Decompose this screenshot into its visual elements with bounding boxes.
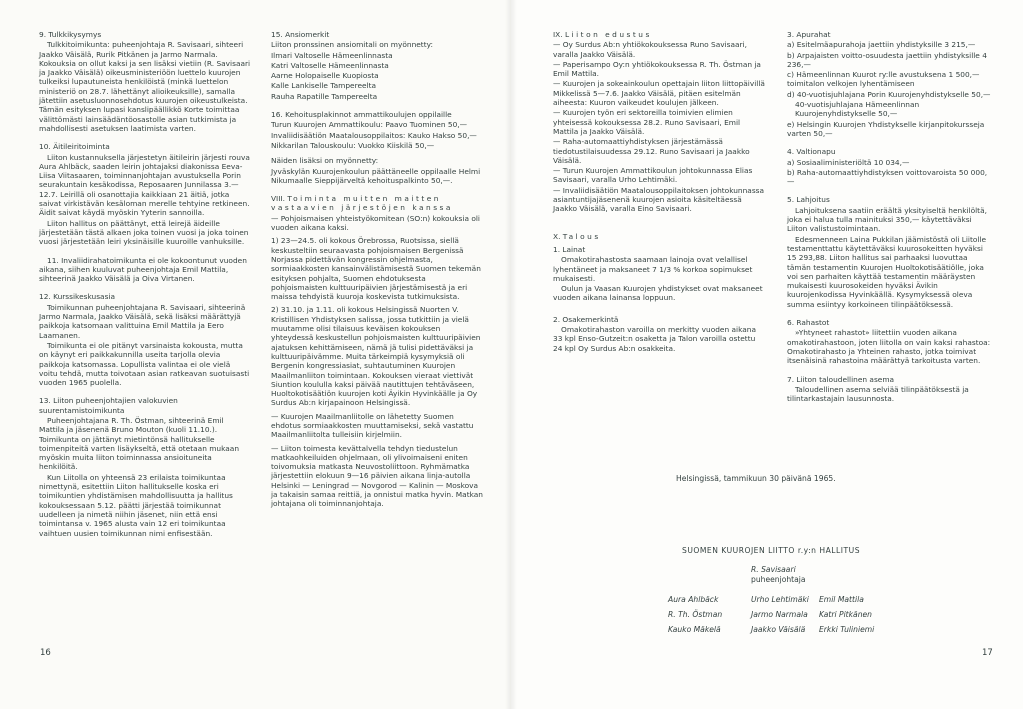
paragraph: Liiton hallitus on päättänyt, että leirejä äideille järjestetään tästä alkaen joka toinen vuosi ja joka toinen vuosi järjestetään leiri yksinäisille kuuroille vanhuksille. (39, 218, 249, 247)
section-10-mothers-camp (39, 142, 251, 246)
list-item: — Oy Surdus Ab:n yhtiökokouksessa Runo Savisaari, varalla Jaakko Väisälä. (553, 40, 747, 59)
section-13-photo-committee (39, 396, 251, 537)
section-x-finances (553, 232, 765, 353)
page-gutter (505, 0, 517, 709)
text-line: Rauha Rapatille Tampereelta (271, 91, 378, 101)
section-viii-international (271, 194, 483, 509)
paragraph: Omakotirahastosta saamaan lainoja ovat velallisel lyhentäneet ja maksaneet 7 1/3 % korkoa sopimukset mukaisesti. (553, 255, 753, 283)
signature-row (668, 625, 874, 640)
list-item: — Liiton toimesta kevättalvella tehdyn tiedustelun matkaohkeiluiden ohjelmaan, oli ylivoimaiseni eniten toivomuksia matkasta Neuvostoliittoon. Ryhmämatka järjestettiin elokuun 9—16 päivien aikana linja-autolla Helsinki — Leningrad — Novgorod — Kalinin — Moskova ja takaisin samaa reittiä, ja onnistui matka hyvin. Matkan johtajana oli toiminnanjohtaja. (271, 443, 483, 509)
paragraph: Omakotirahaston varoilla on merkitty vuoden aikana 33 kpl Enso-Gutzeit:n osaketta ja Talon varoilla ostettu 24 kpl Oy Surdus Ab:n osakkeita. (553, 325, 756, 353)
section-16-encouragement-awards (271, 110, 483, 185)
subsection-heading: 2. Osakemerkintä (553, 314, 619, 324)
paragraph: Toimikunnan puheenjohtajana R. Savisaari, sihteerinä Jarmo Narmala, Jaakko Väisälä, sekä lisäksi määrättyjä paikkoja katsomaan valittuina Emil Mattila ja Eero Laamanen. (39, 302, 246, 340)
section-heading: 10. Äitileiritoiminta (39, 142, 110, 152)
board-member-name: Katri Pitkänen (819, 610, 873, 619)
column-1 (39, 30, 251, 547)
section-title: Liiton edustus (564, 30, 652, 39)
board-member-name: Emil Mattila (819, 595, 864, 604)
section-4-state-aid (787, 147, 993, 186)
list-item: — Invaliidisäätiön Maatalousoppilaitoksen johtokunnassa asiantuntijajäsenenä kuurojen asioita käsiteltäessä Jaakko Väisälä, varalla Eino Savisaari. (553, 185, 765, 214)
board-member-name: Erkki Tuliniemi (819, 625, 875, 634)
board-member-name: Jarmo Narmala (751, 610, 808, 619)
section-heading: 7. Liiton taloudellinen asema (787, 374, 895, 384)
subsection-heading: 1. Lainat (553, 244, 586, 254)
paragraph: Edesmenneen Laina Pukkilan jäämistöstä oli Liitolle testamenttattu käytettäväksi kuurosokeitten hyväksi 15 293,88. Liiton hallitus sai parhaaksi luovuttaa tämän testamentin Kuurojen Huoltokotisäätiölle, joka voi sen parhaiten käyttää testamentin määräysten mukaisesti kuurosokeiden hyväksi Ävikin kuurojenkodissa Hyvinkäällä. Kysymyksessä oleva summa esiintyy korkoineen tilinpäätöksessä. (787, 234, 987, 309)
column-3 (553, 30, 765, 362)
signature-row (668, 595, 874, 610)
section-heading (553, 30, 765, 39)
list-item: — Pohjoismaisen yhteistyökomitean (SO:n) kokouksia oli vuoden aikana kaksi. (271, 213, 480, 233)
board-member-name: Aura Ahlbäck (668, 595, 719, 604)
page-number-left: 16 (40, 648, 51, 658)
section-15-merit-medals (271, 30, 483, 101)
signature-row (668, 610, 874, 625)
paragraph: Näiden lisäksi on myönnetty: (271, 156, 379, 166)
board-member-name: Urho Lehtimäki (751, 595, 809, 604)
section-7-financial-position (787, 375, 993, 404)
section-number: X. (553, 231, 561, 241)
paragraph: Lahjoituksena saatiin eräältä yksityiseltä henkilöltä, joka ei halua tulla mainituksi 350,— käytettäväksi Liiton valistustoimintaan. (787, 205, 987, 234)
signature-chair-role: puheenjohtaja (751, 575, 806, 584)
signature-organization: SUOMEN KUUROJEN LIITTO r.y:n HALLITUS (682, 546, 861, 555)
section-heading: 13. Liiton puheenjohtajien valokuvien suurentamistoimikunta (39, 396, 178, 415)
section-heading: 16. Kehoitusplakinnot ammattikoulujen oppilaille (271, 110, 452, 120)
list-item: — Kuurojen ja sokeainkoulun opettajain liiton liittopäivillä Mikkelissä 5—7.6. Jaakko Väisälä, pitäen esitelmän aiheesta: Kuuron vaikeudet koulujen jälkeen. (553, 79, 765, 108)
paragraph: Liiton kustannuksella järjestetyn äitileirin järjesti rouva Aura Ahlbäck, saaden leirin johtajaksi diakonissa Eeva-Liisa Viitasaaren, toiminnanjohtajan avustuksella Porin seurakuntain kesäkodissa, Reposaaren Junnilassa 3.—12.7. Leirillä oli osanottajia kaikkiaan 21 äitiä, jotka saivat virkistävän kesäloman merelle tehtyine retkineen. Äidit saivat käydä myöskin Yyterin sannoilla. (39, 152, 250, 218)
list-item: c) Hämeenlinnan Kuurot ry:lle avustuksena 1 500,— toimitalon velkojen lyhentämiseen (787, 70, 980, 89)
list-item: 2) 31.10. ja 1.11. oli kokous Helsingissä Nuorten V. Kristillisen Yhdistyksen salissa, jossa tutkittiin ja vielä muutamme olisi tilaisuus keväisen kokouksen yhteydessä keskustellun pohjoismaisten kulttuuripäivien ajatuksen kehittämiseen, nämä jä tulisi pidettäväksi ja kulttuuripäivämme. Muita tärkeimpiä kysymyksiä oli Bergenin kongressiasiat, suhtautuminen Kuurojen Maailmanliiton toimintaan. Kokouksen vieraat viettivät Siuntion koululla kaksi päivää nautittujen tehtäväseen, Huoltokotisäätiön kuurojen koti Äyikin Hyvinkäälle ja Oy Surdus Ab:n kirjapainoon Helsingissä. (271, 305, 481, 408)
paragraph: Toimikunta ei ole pitänyt varsinaista kokousta, mutta on käynyt eri paikkakunnilla useita tarjolla olevia paikkoja katsomassa. Lopullista valintaa ei ole vielä voitu tehdä, mutta toivotaan asian ratkeavan suotuisasti vuoden 1965 puolella. (39, 340, 250, 388)
list-item: — Paperisampo Oy:n yhtiökokouksessa R. Th. Östman ja Emil Mattila. (553, 59, 761, 79)
list-item: a) Sosiaaliministeriöltä 10 034,— (787, 157, 910, 167)
section-heading (553, 232, 765, 241)
section-ix-representation (553, 30, 765, 214)
section-heading: 9. Tulkkikysymys (39, 30, 102, 39)
column-2 (271, 30, 483, 518)
paragraph: 11. Invaliidirahatoimikunta ei ole kokoontunut vuoden aikana, siihen kuuluvat puheenjohtaja Emil Mattila, sihteerinä Jaakko Väisälä ja Oiva Virtanen. (39, 255, 247, 284)
list-item: — Turun Kuurojen Ammattikoulun johtokunnassa Elias Savisaari, varalla Urho Lehtimäki. (553, 166, 753, 185)
text-line: Kalle Lankiselle Tampereelta (271, 81, 377, 91)
signature-board-members (668, 595, 874, 640)
page-number-right: 17 (982, 648, 993, 658)
section-5-donation (787, 195, 993, 309)
paragraph: Oulun ja Vaasan Kuurojen yhdistykset ovat maksaneet vuoden aikana lainansa loppuun. (553, 284, 763, 303)
signature-chair-name: R. Savisaari (751, 565, 796, 574)
section-heading: 5. Lahjoitus (787, 195, 830, 205)
section-6-funds (787, 318, 993, 365)
paragraph: Taloudellinen asema selviää tilinpäätöksestä ja tilintarkastajain lausunnosta. (787, 384, 969, 404)
list-item: e) Helsingin Kuurojen Yhdistykselle kirjanpitokursseja varten 50,— (787, 119, 985, 138)
paragraph: »Yhtyneet rahastot» liitettiin vuoden aikana omakotirahastoon, joten liitolla on vain kaksi rahastoa: Omakotirahasto ja Yhteinen rahasto, jotka toimivat itsenäisinä rahastoina määrättyä tarkoitusta varten. (787, 328, 991, 366)
text-line: Turun Kuurojen Ammattikoulu: Paavo Tuominen 50,— (271, 120, 468, 130)
section-9-interpreters (39, 30, 251, 133)
board-member-name: Kauko Mäkelä (668, 625, 721, 634)
section-number: IX. (553, 30, 563, 39)
paragraph: Kun Liitolla on yhteensä 23 erilaista toimikuntaa nimettynä, esitettiin Liiton hallitukselle koska eri toimikuntien yhdistämisen mahdollisuutta ja hallitus kokouksessaan 5.12. päätti järjestää toimikunnat uudelleen ja nimetä niihin jäsenet, niin että ensi toimintansa v. 1965 alusta vain 12 eri toimikuntaa vaihtuen uusien toimikunnan nimi enfisestään. (39, 472, 233, 538)
paragraph: Puheenjohtajana R. Th. Östman, sihteerinä Emil Mattila ja jäsenenä Bruno Mouton (kuoli 11.10.). Toimikunta on jättänyt mietintönsä hallitukselle toimenpiteitä varten lisäykseltä, että otetaan mukaan myöskin muita liiton toiminnassa ansioituneita henkilöitä. (39, 415, 240, 472)
text-line: Ilmari Valtoselle Hämeenlinnasta (271, 50, 393, 60)
section-3-grants (787, 30, 993, 138)
list-item: — Kuurojen Maailmanliitolle on lähetetty Suomen ehdotus sormiaakkosten muuttamiseksi, sekä vastattu Maailmanliitolta tulleisiin kirjelmiin. (271, 411, 474, 440)
section-title: Toiminta muitten maitten vastaavien järjestöjen kanssa (271, 194, 453, 213)
text-line: Katri Valtoselle Hämeenlinnasta (271, 60, 389, 70)
section-heading (271, 194, 483, 213)
list-item: d) 40-vuotisjuhlajana Porin Kuurojenyhdistykselle 50,— (787, 89, 991, 99)
section-heading: 4. Valtionapu (787, 147, 836, 157)
text-line: Invaliidisäätiön Maatalousoppilaitos: Kauko Hakso 50,— (271, 130, 477, 140)
paragraph: Jyväskylän Kuurojenkoulun päättäneelle oppilaalle Helmi Nikumaalle Sieppijärveltä kehoituspalkinto 50,—. (271, 166, 481, 185)
text-line: Aarne Holopaiselle Kuopiosta (271, 71, 379, 81)
paragraph: Tulkkitoimikunta: puheenjohtaja R. Savisaari, sihteeri Jaakko Väisälä, Rurik Pitkänen ja Jarmo Narmala. Kokouksia on ollut kaksi ja sen lisäksi vietiin (R. Savisaari ja Jaakko Väisälä) oikeusministeriöön luettelo kuurojen tulkeiksi lupautuneista henkilöistä (minkä luettelon ministeriö on 28.7. lähettänyt alioikeuksille), samalla jätettiin asetusluonnosehdotus kuurojen oikeustulkeista. Tämän esityksen lupasi kanslipäällikkö Korte toimittaa välittömästi lainsäädäntöosastolle asian tutkimista ja mahdollisesti asetuksen laatimista varten. (39, 40, 251, 133)
list-item: b) Raha-automaattiyhdistyksen voittovaroista 50 000,— (787, 167, 988, 187)
section-heading: 15. Ansiomerkit (271, 30, 330, 39)
section-heading: 3. Apurahat (787, 30, 831, 39)
board-member-name: R. Th. Östman (668, 610, 723, 619)
list-item: — Kuurojen työn eri sektoreilla toimivien elimien yhteisessä kokouksessa 28.2. Runo Savisaari, Emil Mattila ja Jaakko Väisälä. (553, 108, 741, 136)
column-4 (787, 30, 993, 412)
list-item: b) Arpajaisten voitto-osuudesta jaettiin yhdistyksille 4 236,— (787, 50, 987, 69)
list-item: 1) 23—24.5. oli kokous Örebrossa, Ruotsissa, siellä keskusteltiin seuraavasta pohjoismaisen Bergenissä Norjassa pidettävän kongressin ohjelmasta, sormiaakkosten kansainvälistämisestä Suomen tekemän esityksen pohjalta, Suomen ehdotuksesta pohjoismaisten kulttuuripäivien järjestämisestä ja eri maissa tehdyistä kuuroja koskevista tutkimuksista. (271, 236, 481, 302)
board-member-name: Jaakko Väisälä (751, 625, 806, 634)
text-line: Nikkarilan Talouskoulu: Vuokko Kiiskilä 50,— (271, 140, 435, 150)
section-title: Talous (562, 231, 601, 241)
list-item: a) Esitelmäapurahoja jaettiin yhdistyksille 3 215,— (787, 40, 976, 50)
signature-place-date: Helsingissä, tammikuun 30 päivänä 1965. (676, 474, 836, 483)
section-11-invalid-fund (39, 256, 251, 284)
section-heading: 12. Kurssikeskusasia (39, 292, 116, 302)
list-item: — Raha-automaattiyhdistyksen järjestämässä tiedotustilaisuudessa 29.12. Runo Savisaari ja Jaakko Väisälä. (553, 137, 750, 165)
section-number: VIII. (271, 194, 285, 204)
section-12-course-center (39, 292, 251, 387)
section-heading: 6. Rahastot (787, 318, 830, 328)
list-item: 40-vuotisjuhlajana Hämeenlinnan Kuurojenyhdistykselle 50,— (795, 100, 920, 119)
text-line: Liiton pronssinen ansiomitali on myönnetty: (271, 40, 433, 50)
